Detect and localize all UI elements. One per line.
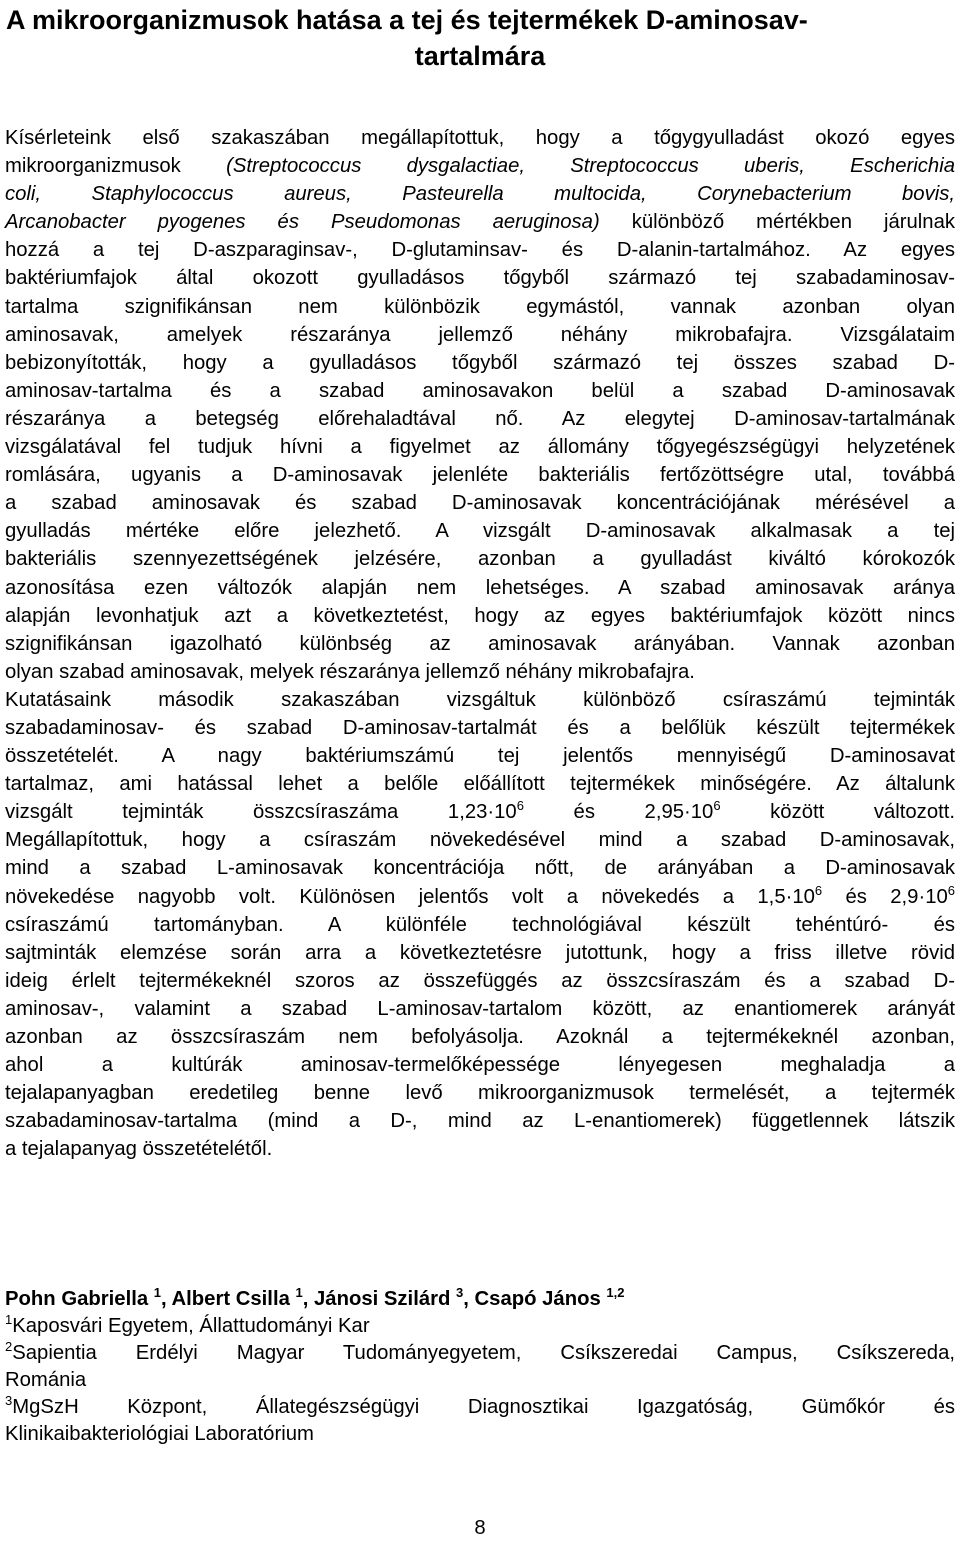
- body-line: [5, 742, 955, 770]
- line-text: ideig érlelt tejtermékeknél szoros az összefüggés az összcsíraszám és a szabad D-: [5, 969, 955, 992]
- body-line: [5, 517, 955, 545]
- affiliation-text: Románia: [5, 1369, 87, 1391]
- line-text: mind a szabad L-aminosavak koncentrációja nőtt, de arányában a D-aminosavak: [5, 857, 955, 880]
- line-text: azonban az összcsíraszám nem befolyásolja. Azoknál a tejtermékeknél azonban,: [5, 1026, 955, 1048]
- line-text: Megállapítottuk, hogy a csíraszám növekedésével mind a szabad D-aminosavak,: [5, 829, 955, 852]
- body-line: [5, 1023, 955, 1051]
- document-title: [6, 2, 954, 74]
- affiliation-line: [5, 1313, 955, 1340]
- line-text: aminosavak, amelyek részaránya jellemző néhány mikrobafajra. Vizsgálataim: [5, 323, 955, 346]
- affiliation-number: 3: [5, 1393, 13, 1408]
- line-text: gyulladás mértéke előre jelezhető. A vizsgált D-aminosavak alkalmasak a tej: [5, 520, 955, 543]
- line-text: baktériumfajok által okozott gyulladásos tőgyből származó tej szabadaminosav-: [5, 267, 955, 290]
- affiliation-line: [5, 1367, 955, 1394]
- body-line: [5, 124, 955, 152]
- body-line: [5, 995, 955, 1023]
- exponent: 6: [947, 882, 955, 898]
- body-line: [5, 433, 955, 461]
- author-1: Pohn Gabriella: [5, 1288, 154, 1310]
- line-text: vizsgált tejminták összcsíraszáma 1,23·10: [5, 801, 517, 824]
- body-line: [5, 321, 955, 349]
- body-line: [5, 152, 955, 180]
- line-text: bakteriális szennyezettségének jelzésére, azonban a gyulladást kiváltó kórokozók: [5, 548, 955, 571]
- body-line: [5, 658, 955, 686]
- affiliation-number: 1: [5, 1312, 13, 1327]
- line-text: alapján levonhatjuk azt a következtetést, hogy az egyes baktériumfajok között nincs: [5, 604, 955, 627]
- exponent: 6: [814, 882, 823, 898]
- line-text: különböző mértékben járulnak: [599, 211, 955, 234]
- line-text: szignifikánsan igazolható különbség az aminosavak arányában. Vannak azonban: [5, 632, 955, 655]
- affiliation-text: Klinikaibakteriológiai Laboratórium: [5, 1423, 314, 1445]
- line-text: szabadaminosav-tartalma (mind a D-, mind az L-enantiomerek) függetlennek látszik: [5, 1110, 955, 1133]
- body-line: [5, 1135, 955, 1163]
- body-line: [5, 264, 955, 292]
- line-text: Kísérleteink első szakaszában megállapítottuk, hogy a tőgygyulladást okozó egyes: [5, 127, 955, 149]
- line-text: növekedése nagyobb volt. Különösen jelentős volt a növekedés a 1,5·10: [5, 885, 815, 908]
- body-line: [5, 798, 955, 826]
- exponent: 6: [713, 798, 721, 814]
- affiliation-line: [5, 1421, 955, 1448]
- line-text: csíraszámú tartományban. A különféle technológiával készült tehéntúró- és: [5, 913, 955, 936]
- author-3: , Jánosi Szilárd: [302, 1288, 457, 1310]
- line-text: aminosav-, valamint a szabad L-aminosav-tartalom között, az enantiomerek arányát: [5, 997, 955, 1020]
- author-2-affiliation: 1: [295, 1285, 303, 1300]
- species-names-italic: coli, Staphylococcus aureus, Pasteurella multocida, Corynebacterium bovis,: [5, 183, 955, 206]
- body-line: [5, 489, 955, 517]
- author-4-affiliation: 1,2: [606, 1285, 625, 1300]
- affiliation-number: 2: [5, 1339, 13, 1354]
- line-text: között változott.: [720, 801, 956, 824]
- body-line: [5, 1051, 955, 1079]
- author-names: [5, 1286, 955, 1313]
- body-line: [5, 883, 955, 911]
- body-line: [5, 602, 955, 630]
- body-text: [5, 124, 955, 1163]
- line-text: vizsgálatával fel tudjuk hívni a figyelmet az állomány tőgyegészségügyi helyzetének: [5, 436, 955, 459]
- body-line: [5, 1107, 955, 1135]
- body-line: [5, 967, 955, 995]
- author-4: , Csapó János: [463, 1288, 607, 1310]
- line-text: tartalmaz, ami hatással lehet a belőle előállított tejtermékek minőségére. Az általunk: [5, 773, 955, 796]
- line-text: Kutatásaink második szakaszában vizsgáltuk különböző csíraszámú tejminták: [5, 688, 955, 711]
- line-text: romlására, ugyanis a D-aminosavak jelenléte bakteriális fertőzöttségre utal, továbbá: [5, 464, 955, 487]
- body-line: [5, 826, 955, 854]
- line-text: hozzá a tej D-aszparaginsav-, D-glutaminsav- és D-alanin-tartalmához. Az egyes: [5, 239, 955, 262]
- line-text: aminosav-tartalma és a szabad aminosavakon belül a szabad D-aminosavak: [5, 379, 955, 402]
- body-line: [5, 770, 955, 798]
- line-text: azonosítása ezen változók alapján nem lehetséges. A szabad aminosavak aránya: [5, 576, 955, 599]
- line-text: mikroorganizmusok: [5, 155, 227, 178]
- body-line: [5, 911, 955, 939]
- body-line: [5, 461, 955, 489]
- body-line: [5, 630, 955, 658]
- line-text: a tejalapanyag összetételétől.: [5, 1138, 273, 1161]
- line-text: összetételét. A nagy baktériumszámú tej jelentős mennyiségű D-aminosavat: [5, 745, 955, 768]
- line-text: bebizonyították, hogy a gyulladásos tőgyből származó tej összes szabad D-: [5, 351, 955, 374]
- authors-block: [5, 1286, 955, 1448]
- author-1-affiliation: 1: [153, 1285, 161, 1300]
- body-line: [5, 377, 955, 405]
- body-line: [5, 349, 955, 377]
- affiliation-text: Kaposvári Egyetem, Állattudományi Kar: [12, 1315, 370, 1337]
- exponent: 6: [516, 798, 524, 814]
- author-2: , Albert Csilla: [161, 1288, 296, 1310]
- affiliation-text: MgSzH Központ, Állategészségügyi Diagnosztikai Igazgatóság, Gümőkór és: [12, 1396, 955, 1418]
- line-text: a szabad aminosavak és szabad D-aminosavak koncentrációjának mérésével a: [5, 492, 955, 515]
- body-line: [5, 236, 955, 264]
- body-line: [5, 574, 955, 602]
- line-text: és 2,95·10: [523, 801, 714, 824]
- line-text: szabadaminosav- és szabad D-aminosav-tartalmát és a belőlük készült tejtermékek: [5, 716, 955, 739]
- body-line: [5, 854, 955, 882]
- affiliations: [5, 1313, 955, 1448]
- line-text: részaránya a betegség előrehaladtával nő. Az elegytej D-aminosav-tartalmának: [5, 407, 955, 430]
- affiliation-text: Sapientia Erdélyi Magyar Tudományegyetem, Csíkszeredai Campus, Csíkszereda,: [12, 1342, 955, 1364]
- body-line: [5, 180, 955, 208]
- affiliation-line: [5, 1340, 955, 1367]
- body-line: [5, 714, 955, 742]
- affiliation-line: [5, 1394, 955, 1421]
- body-line: [5, 405, 955, 433]
- line-text: tejalapanyagban eredetileg benne levő mikroorganizmusok termelését, a tejtermék: [5, 1082, 955, 1105]
- line-text: ahol a kultúrák aminosav-termelőképessége lényegesen meghaladja a: [5, 1054, 955, 1077]
- body-line: [5, 545, 955, 573]
- body-line: [5, 686, 955, 714]
- line-text: tartalma szignifikánsan nem különbözik egymástól, vannak azonban olyan: [5, 295, 955, 318]
- line-text: olyan szabad aminosavak, melyek részaránya jellemző néhány mikrobafajra.: [5, 660, 695, 683]
- body-line: [5, 939, 955, 967]
- species-names-italic: (Streptococcus dysgalactiae, Streptococcus uberis, Escherichia: [226, 155, 955, 178]
- line-text: és 2,9·10: [822, 885, 948, 908]
- body-line: [5, 293, 955, 321]
- page-number: 8: [474, 1517, 486, 1539]
- author-3-affiliation: 3: [456, 1285, 464, 1300]
- line-text: sajtminták elemzése során arra a következtetésre jutottunk, hogy a friss illetve rövid: [5, 941, 955, 964]
- title-line-1: A mikroorganizmusok hatása a tej és tejtermékek D-aminosav-: [6, 5, 808, 35]
- species-names-italic: Arcanobacter pyogenes és Pseudomonas aeruginosa): [5, 211, 600, 234]
- body-line: [5, 1079, 955, 1107]
- body-line: [5, 208, 955, 236]
- title-line-2: tartalmára: [414, 41, 546, 71]
